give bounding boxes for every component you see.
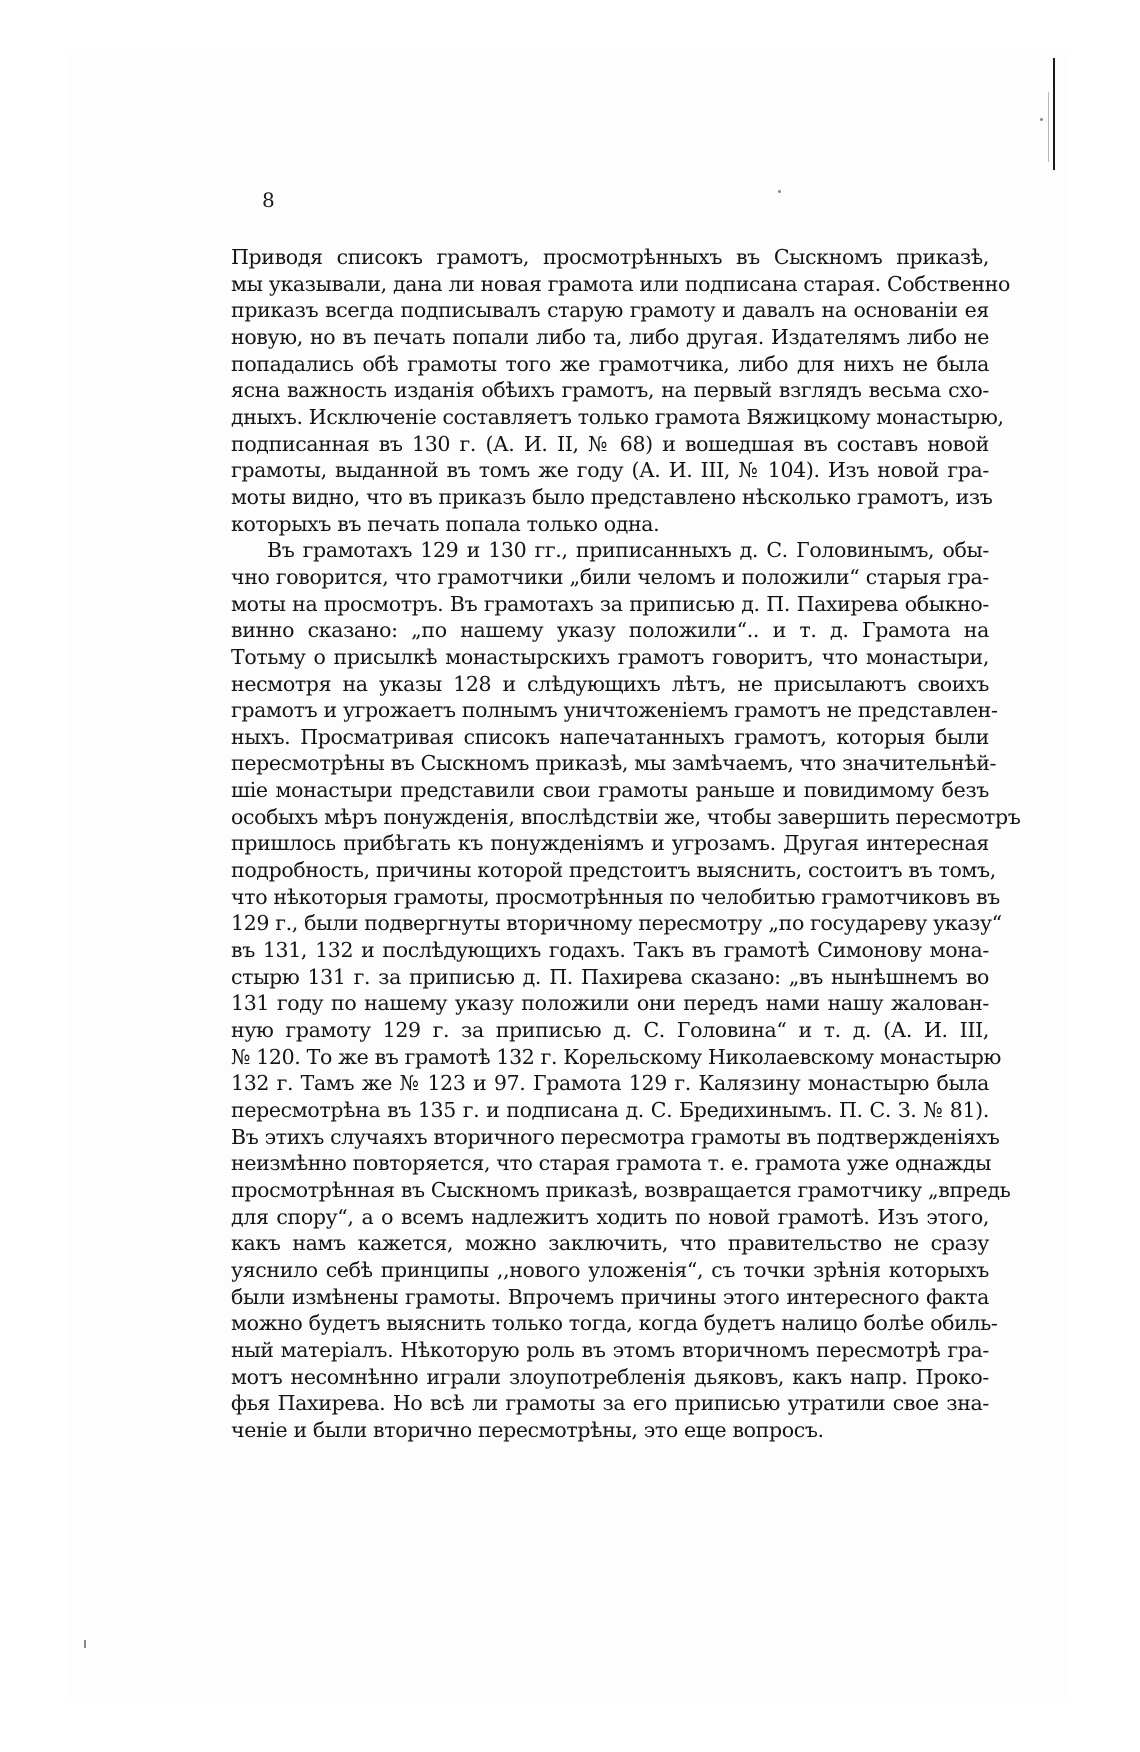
text-line: грамотъ и угрожаетъ полнымъ уничтоженіемъ грамотъ не представлен- xyxy=(231,698,998,723)
text-line: Въ этихъ случаяхъ вторичного пересмотра грамоты въ подтвержденіяхъ xyxy=(231,1124,1000,1149)
text-line: неизмѣнно повторяется, что старая грамота т. е. грамота уже однажды xyxy=(231,1151,992,1176)
text-line: пересмотрѣна въ 135 г. и подписана д. С. Бредихинымъ. П. С. З. № 81). xyxy=(231,1098,989,1122)
binding-edge-shadow xyxy=(1048,92,1049,162)
text-line: для спору“, а о всемъ надлежитъ ходить по новой грамотѣ. Изъ этого, xyxy=(231,1204,989,1229)
body-text xyxy=(231,244,1021,1444)
text-line: мотъ несомнѣнно играли злоупотребленія дьяковъ, какъ напр. Проко- xyxy=(231,1364,989,1389)
text-line: винно сказано: „по нашему указу положили“.. и т. д. Грамота на xyxy=(231,618,989,643)
text-line: Въ грамотахъ 129 и 130 гг., приписанныхъ д. С. Головинымъ, обы- xyxy=(267,538,989,563)
text-line: какъ намъ кажется, можно заключить, что правительство не сразу xyxy=(231,1231,989,1256)
text-line: просмотрѣнная въ Сыскномъ приказѣ, возвращается грамотчику „впредь xyxy=(231,1177,1011,1202)
text-line: моты видно, что въ приказъ было представлено нѣсколько грамотъ, изъ xyxy=(231,484,993,509)
text-line: Тотьму о присылкѣ монастырскихъ грамотъ говоритъ, что монастыри, xyxy=(231,644,989,669)
text-line: стырю 131 г. за приписью д. П. Пахирева сказано: „въ нынѣшнемъ во xyxy=(231,964,989,989)
text-line: 129 г., были подвергнуты вторичному пересмотру „по государеву указу“ xyxy=(231,911,1002,936)
text-line: несмотря на указы 128 и слѣдующихъ лѣтъ, не присылаютъ своихъ xyxy=(231,671,989,696)
text-line: попадались обѣ грамоты того же грамотчика, либо для нихъ не была xyxy=(231,351,989,376)
text-line: ныхъ. Просматривая списокъ напечатанныхъ грамотъ, которыя были xyxy=(231,724,989,749)
text-line: Приводя списокъ грамотъ, просмотрѣнныхъ въ Сыскномъ приказѣ, xyxy=(231,245,989,269)
text-line: мы указывали, дана ли новая грамота или подписана старая. Собственно xyxy=(231,271,1010,296)
binding-edge-mark xyxy=(1053,58,1055,170)
text-line: въ 131, 132 и послѣдующихъ годахъ. Такъ въ грамотѣ Симонову мона- xyxy=(231,938,989,963)
text-line: чно говорится, что грамотчики „били челомъ и положили“ старыя гра- xyxy=(231,564,989,589)
text-line: новую, но въ печать попали либо та, либо другая. Издателямъ либо не xyxy=(231,324,989,349)
text-line: шіе монастыри представили свои грамоты раньше и повидимому безъ xyxy=(231,778,989,803)
text-line: № 120. То же въ грамотѣ 132 г. Корельскому Николаевскому монастырю xyxy=(231,1044,1001,1069)
text-line: пришлось прибѣгать къ понужденіямъ и угрозамъ. Другая интересная xyxy=(231,831,989,856)
scan-speck xyxy=(84,1640,86,1648)
text-line: грамоты, выданной въ томъ же году (А. И. III, № 104). Изъ новой гра- xyxy=(231,458,989,483)
text-line: можно будетъ выяснить только тогда, когда будетъ налицо болѣе обиль- xyxy=(231,1311,998,1336)
text-line: уяснило себѣ принципы ,,нового уложенія“, съ точки зрѣнія которыхъ xyxy=(231,1257,989,1282)
text-line: 132 г. Тамъ же № 123 и 97. Грамота 129 г. Калязину монастырю была xyxy=(231,1071,989,1096)
text-line: ченіе и были вторично пересмотрѣны, это еще вопросъ. xyxy=(231,1417,824,1442)
text-line: 131 году по нашему указу положили они передъ нами нашу жалован- xyxy=(231,991,989,1016)
text-line: особыхъ мѣръ понужденія, впослѣдствіи же, чтобы завершить пересмотръ xyxy=(231,804,1021,829)
text-line: что нѣкоторыя грамоты, просмотрѣнныя по челобитью грамотчиковъ въ xyxy=(231,884,1000,909)
text-line: пересмотрѣны въ Сыскномъ приказѣ, мы замѣчаемъ, что значительнѣй- xyxy=(231,751,997,776)
text-line: моты на просмотръ. Въ грамотахъ за приписью д. П. Пахирева обыкно- xyxy=(231,591,989,616)
text-line: которыхъ въ печать попала только одна. xyxy=(231,511,660,536)
text-line: ный матеріалъ. Нѣкоторую роль въ этомъ вторичномъ пересмотрѣ гра- xyxy=(231,1337,989,1362)
text-line: приказъ всегда подписывалъ старую грамоту и давалъ на основаніи ея xyxy=(231,298,989,323)
scan-speck xyxy=(1040,118,1043,121)
text-line: фья Пахирева. Но всѣ ли грамоты за его приписью утратили свое зна- xyxy=(231,1391,989,1416)
text-line: дныхъ. Исключеніе составляетъ только грамота Вяжицкому монастырю, xyxy=(231,404,1004,429)
text-line: ясна важность изданія обѣихъ грамотъ, на первый взглядъ весьма схо- xyxy=(231,378,989,403)
scan-speck xyxy=(778,190,781,193)
text-line: подписанная въ 130 г. (А. И. II, № 68) и вошедшая въ составъ новой xyxy=(231,431,989,456)
paragraph xyxy=(231,244,1010,537)
text-line: ную грамоту 129 г. за приписью д. С. Головина“ и т. д. (А. И. III, xyxy=(231,1018,989,1043)
paragraph xyxy=(231,537,1021,1443)
page-number: 8 xyxy=(262,188,275,212)
text-line: подробность, причины которой предстоитъ выяснить, состоитъ въ томъ, xyxy=(231,858,996,883)
text-line: были измѣнены грамоты. Впрочемъ причины этого интересного факта xyxy=(231,1284,989,1309)
